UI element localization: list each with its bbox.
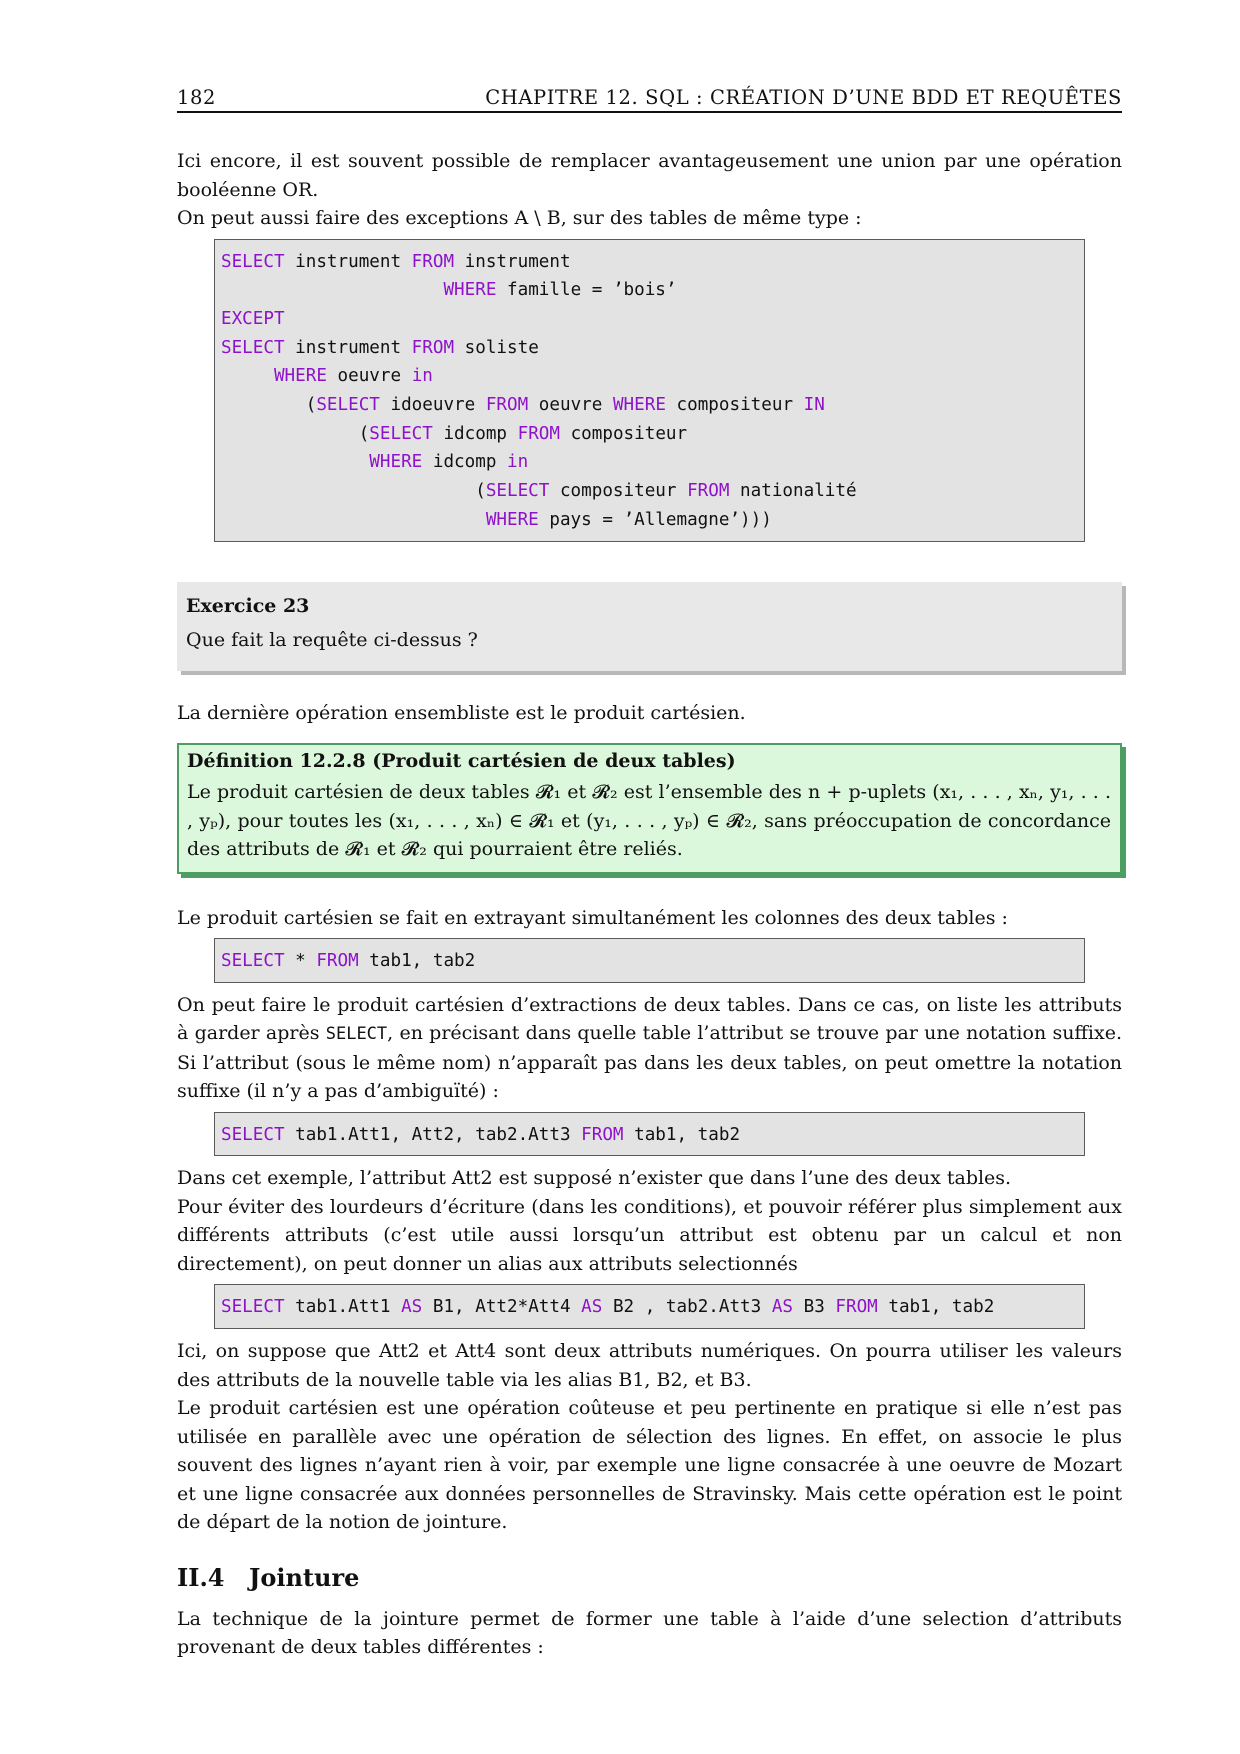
sql-keyword: EXCEPT: [221, 308, 285, 329]
sql-text: compositeur: [559, 423, 688, 444]
sql-text: compositeur: [549, 481, 688, 502]
paragraph-extraction-end: , en précisant dans quelle table l’attribut se trouve par une notation suffixe. Si l’attribut (sous le même nom) n’apparaît pas dans les deux tables, on peut omettre la notation suffixe (il n’y a pas d’ambiguïté) :: [177, 1022, 1123, 1103]
code-line: [221, 276, 1078, 305]
sql-text: idcomp: [432, 423, 518, 444]
chapter-title: CHAPITRE 12. SQL : CRÉATION D’UNE BDD ET REQUÊTES: [485, 86, 1122, 109]
sql-keyword: SELECT: [221, 1297, 285, 1318]
definition-title: Définition 12.2.8 (Produit cartésien de deux tables): [187, 750, 736, 773]
sql-keyword: FROM: [581, 1124, 624, 1145]
sql-text: tab1, tab2: [877, 1297, 995, 1318]
sql-keyword: WHERE: [443, 280, 497, 301]
page-number: 182: [177, 86, 217, 109]
paragraph-product: Le produit cartésien se fait en extrayant simultanément les colonnes des deux tables :: [177, 906, 1008, 929]
page-content: [177, 86, 1122, 1662]
sql-keyword: SELECT: [221, 337, 285, 358]
paragraph-last-operation: La dernière opération ensembliste est le produit cartésien.: [177, 701, 746, 724]
paragraph-alias: Pour éviter des lourdeurs d’écriture (dans les conditions), et pouvoir référer plus simplement aux différents attributs (c’est utile aussi lorsqu’un attribut est obtenu par un calcul et non directement), on peut donner un alias aux attributs selectionnés: [177, 1195, 1122, 1275]
exercise-title: Exercice 23: [186, 594, 310, 617]
sql-text: *: [284, 951, 317, 972]
sql-keyword: AS: [771, 1297, 794, 1318]
section-title: Jointure: [249, 1562, 360, 1592]
sql-text: instrument: [454, 251, 571, 272]
sql-text: [221, 280, 443, 300]
paragraph-union: Ici encore, il est souvent possible de remplacer avantageusement une union par une opération booléenne OR.: [177, 150, 1122, 201]
paragraph-numeric: Ici, on suppose que Att2 et Att4 sont deux attributs numériques. On pourra utiliser les valeurs des attributs de la nouvelle table via les alias B1, B2, et B3.: [177, 1340, 1122, 1391]
definition-text: Le produit cartésien de deux tables 𝓡₁ et 𝓡₂ est l’ensemble des n + p-uplets (x₁, . . . , xₙ, y₁, . . . , yₚ), pour toutes les (x₁, . . . , xₙ) ∈ 𝓡₁ et (y₁, . . . , yₚ) ∈ 𝓡₂, sans préoccupation de concordance des attributs de 𝓡₁ et 𝓡₂ qui pourraient être reliés.: [187, 781, 1111, 861]
sql-keyword: WHERE: [273, 366, 327, 387]
paragraph-extraction: [177, 991, 1122, 1106]
paragraph-costly: Le produit cartésien est une opération coûteuse et peu pertinente en pratique si elle n’est pas utilisée en parallèle avec une opération de sélection des lignes. En effet, on associe le plus souvent des lignes n’ayant rien à voir, par exemple une ligne consacrée à une oeuvre de Mozart et une ligne consacrée aux données personnelles de Stravinsky. Mais cette opération est le point de départ de la notion de jointure.: [177, 1397, 1122, 1534]
code-line: [221, 448, 1078, 477]
exercise-box: [177, 582, 1122, 671]
sql-keyword: FROM: [316, 951, 359, 972]
sql-keyword: SELECT: [221, 951, 285, 972]
code-line: [221, 947, 1078, 976]
sql-keyword: FROM: [411, 251, 455, 272]
code-line: [221, 305, 1078, 334]
sql-keyword: SELECT: [485, 481, 550, 502]
sql-keyword: WHERE: [485, 509, 539, 530]
paragraph-example: Dans cet exemple, l’attribut Att2 est supposé n’exister que dans l’une des deux tables.: [177, 1167, 1012, 1190]
sql-text: [221, 510, 486, 530]
code-line: [221, 477, 1078, 506]
sql-text: idoeuvre: [379, 395, 486, 416]
sql-keyword: SELECT: [221, 251, 285, 272]
code-block-except: [214, 239, 1085, 542]
sql-keyword: IN: [803, 395, 825, 416]
paragraph-extraction-start: On peut faire le produit cartésien d’extractions de deux tables. Dans ce cas, on liste les attributs à garder après: [177, 993, 1122, 1045]
code-line: [221, 362, 1078, 391]
section-number: II.4: [177, 1562, 225, 1592]
code-line: [221, 1293, 1078, 1322]
sql-keyword: WHERE: [612, 395, 666, 416]
code-line: [221, 506, 1078, 535]
code-block-alias: [214, 1284, 1085, 1329]
sql-keyword: in: [411, 366, 433, 387]
sql-text: B1, Att2*Att4: [422, 1297, 582, 1318]
sql-text: tab1.Att1: [284, 1297, 402, 1318]
exercise-text: Que fait la requête ci-dessus ?: [186, 628, 478, 651]
sql-keyword: FROM: [411, 337, 455, 358]
definition-box: [177, 743, 1122, 874]
sql-text: [221, 452, 369, 472]
sql-keyword: WHERE: [369, 452, 423, 473]
sql-text: [221, 366, 274, 386]
sql-text: instrument: [284, 251, 412, 272]
sql-keyword: in: [507, 452, 529, 473]
sql-text: B3: [793, 1297, 836, 1318]
sql-text: nationalité: [729, 481, 857, 502]
sql-text: tab1, tab2: [358, 951, 476, 972]
sql-text: instrument: [284, 337, 412, 358]
inline-code-select: SELECT: [325, 1024, 388, 1045]
sql-keyword: FROM: [687, 481, 730, 502]
code-line: [221, 391, 1078, 420]
paragraph-join: La technique de la jointure permet de former une table à l’aide d’une selection d’attributs provenant de deux tables différentes :: [177, 1607, 1122, 1659]
code-line: [221, 248, 1078, 277]
sql-text: B2 , tab2.Att3: [602, 1297, 772, 1318]
sql-text: tab1, tab2: [623, 1124, 741, 1145]
sql-text: oeuvre: [528, 395, 613, 416]
code-line: [221, 1121, 1078, 1150]
code-block-extraction: [214, 1112, 1085, 1157]
sql-keyword: FROM: [485, 395, 529, 416]
sql-text: idcomp: [422, 452, 508, 473]
sql-text: (: [221, 423, 370, 444]
sql-text: compositeur: [665, 395, 804, 416]
sql-text: famille = ’bois’: [496, 280, 677, 301]
sql-text: tab1.Att1, Att2, tab2.Att3: [284, 1124, 582, 1145]
sql-keyword: FROM: [835, 1297, 878, 1318]
section-heading: [177, 1563, 1122, 1593]
sql-keyword: SELECT: [369, 423, 433, 444]
paragraph-except: On peut aussi faire des exceptions A \ B, sur des tables de même type :: [177, 207, 862, 229]
sql-text: soliste: [454, 337, 539, 358]
sql-text: (: [221, 481, 486, 502]
code-line: [221, 334, 1078, 363]
code-line: [221, 420, 1078, 449]
sql-keyword: SELECT: [316, 395, 380, 416]
sql-text: oeuvre: [326, 366, 412, 387]
sql-keyword: SELECT: [221, 1124, 285, 1145]
sql-text: (: [221, 395, 317, 416]
sql-keyword: FROM: [517, 423, 560, 444]
sql-keyword: AS: [401, 1297, 423, 1318]
sql-text: pays = ’Allemagne’))): [538, 509, 772, 530]
code-block-product: [214, 938, 1085, 983]
sql-keyword: AS: [581, 1297, 603, 1318]
running-header: [177, 86, 1122, 113]
